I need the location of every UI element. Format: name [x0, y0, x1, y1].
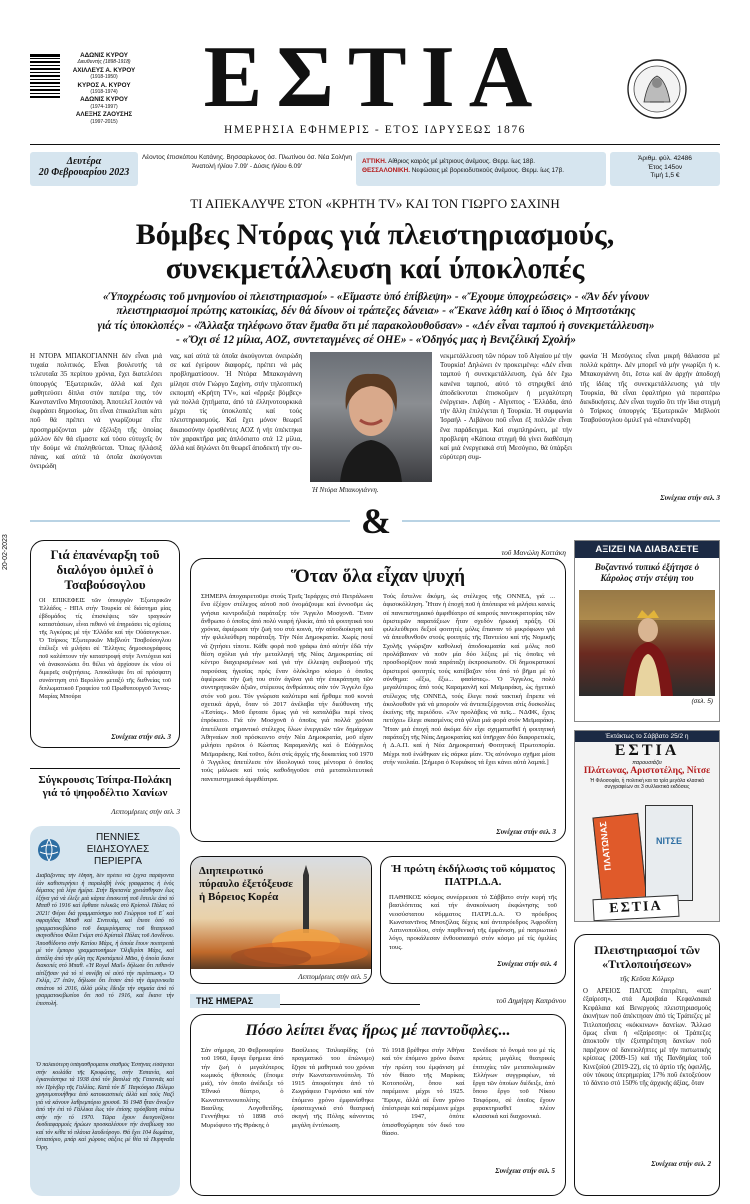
opinion-more[interactable]: Συνέχεια στήν σελ. 3: [496, 828, 556, 836]
issue-price: Τιμή 1,5 €: [650, 172, 680, 180]
founder-4: ΑΔΩΝΙΣ ΚΥΡΟΥ (1974-1997): [80, 96, 128, 110]
side-date: 20-02-2023: [2, 534, 9, 570]
issue-number: Άριθμ. φύλ. 42486: [638, 155, 692, 162]
lead-headline: [30, 218, 720, 286]
lead-body-col2: νας, καί αὐτά τά ὁποῖα ἀκούγονται ὀνειρώδη σε καί ἐγείρουν διαφορές, πρέπει νά μάς προβληματίσουν. Ἡ Ντόρα Μπακογιάννη μίλησε στόν Γιώργο Σαχίνη, στήν τηλεοπτική εκπομπή «Κρήτη TV», καί «ἔρριξε βόμβες» γιά πολλά ζητήματα, ἀπό τά ἐλληνοτουρκικά μέχρι τίς ὑποκλοπές καί τούς πλειστηριασμούς. Καί ἔχει μόνον θεωρεῖ δικαιοσύνην ὁρισθέντες ΑΟΖ ἡ νήτ ὑπέκτηκα τόν χαρακτῆρα μας ἀπλόσιατο στά 12 μίλια, ἀλλά καί δηλώνει ὅτι θεωρεῖ ἀποδεκτή τήν συ-: [170, 352, 302, 453]
book-nietzsche: ΝΙΤΣΕ: [645, 805, 693, 901]
barcode-top: [30, 54, 60, 57]
barcode: [30, 58, 60, 98]
trivia-title: ΠΕΝΝΙΕΣ ΕΙΔΗΣΟΥΛΕΣ ΠΕΡΙΕΡΓΑ: [86, 832, 150, 867]
story-dialogue-body: ΟΙ ΕΠΙΚΕΦΕΙΣ τῶν ὑπουργῶν Ἐξωτερικῶν Ἑλλάδος - ΗΠΑ στήν Τουρκία σέ διάστημα μίας ἑβδομάδος τίς ἐπισκέψεις τῶν τραγικών καταστάσεων, εἶναι πιθανό νά ἐπηρεάσει τίς σχέσεις τῆς Ἀγκύρας μέ τήν Ἑλλάδα καί τήν Οὐάσινγκτων. Ὁ Τσίρκος Ἐξωτερικῶν Μεβλούτ Τσαβούσογλου ἐπέλεξε νά μιλήσει σέ Ἕλληνες δημοσιογράφους ποῦ καλύπτουν τήν καταστροφή στήν Ἀντιόχεια καί νά ἀνακοινώσει ὅτι θέλει νά ἀρχίσουν ἐκ νέου οἱ διμερεῖς συζητήσεις. Ἀποκάλυψε ὅτι σέ πρόσφατη συνάντηση στό Βερολίνο μεταξύ τῆς διεθνείας τοῦ διπλωματικοῦ Γραφείου τοῦ Πρωθυπουργοῦ Ἄννας-Μαρίας Μπούρα: [39, 597, 171, 700]
story-clash-more[interactable]: Λεπτομέρειες στήν σελ. 3: [111, 808, 180, 816]
missile-more[interactable]: Λεπτομέρειες στήν σελ. 5: [298, 973, 367, 981]
promo-date: Ἐκτάκτως το Σάββατο 25/2 η: [575, 731, 719, 742]
lead-quotes-line3: γιά τίς ὑποκλοπές» - «Ἄλλαξα τηλέφωνο ὅταν ἔμαθα ὅτι μέ παρακολουθοῦσαν» - «Δέν εἶναι ταμπού ἡ συνεκμετάλλευση»: [97, 319, 655, 332]
masthead-subtitle: ΗΜΕΡΗΣΙΑ ΕΦΗΜΕΡΙΣ - ΕΤΟΣ ΙΔΡΥΣΕΩΣ 1876: [223, 124, 527, 136]
promo-books: [575, 791, 719, 923]
masthead-rule: [30, 144, 720, 145]
lead-quotes-line1: «Ύποχρέωσις τοῦ μνημονίου οἱ πλειστηριασμοί» - «Εἴμαστε ὑπό ἐπίβλεψη» - «Ἔχουμε ὑποχρεώσεις» - «Ἄν δέν γίνουν: [103, 291, 649, 303]
globe-icon: [36, 837, 62, 863]
auction-byline: τῆς Κεῦσα Κόλμερ: [619, 974, 675, 983]
sun-times: Άνατολή ήλίου 7.09' - Δύσις ήλίου 6.09': [191, 162, 303, 170]
section-label: ΤΗΣ ΗΜΕΡΑΣ: [190, 994, 280, 1008]
founders-list: [66, 52, 142, 126]
book-logo: ΕΣΤΙΑ: [592, 895, 679, 921]
founder-5: ΑΛΕΞΗΣ ΖΑΟΥΣΗΣ (1997-2015): [75, 111, 133, 125]
book-plato: ΠΛΑΤΩΝΑΣ: [592, 813, 647, 907]
story-dialogue-title: Γιά ἐπανέναρξη τοῦ διαλόγου ὁμιλεῖ ὁ Τσαβούσογλου: [50, 547, 160, 592]
lead-body-col4: φωνία Ἡ Μεσόγειος εἶναι μικρή θάλασσα μέ πολλά κράτη». Δέν μπορεῖ νά μήν γνωρίζει ἡ κ. Μπακογιάννη ὅτι, ἔστω καί ἄν ἀρχήν ἀποδοχή τῆς ἰδέας τῆς συνεκμετάλλευσης γιά τήν Τουρκία, θά εἶναι ἐφαλτήριο γιά περαιτέρω διεκδικήσεις. Δέν εἶναι τυχαῖο ὅτι τήν ἴδια στιγμή ὁ Τσίρκος ὑπουργός Ἐξωτερικῶν Μεβλούτ Τσαβούσογλου ὁμιλεῖ γιά «ἐπανέναρξη: [580, 352, 720, 425]
promo-brand: ΕΣΤΙΑ: [614, 742, 680, 759]
missile-title: Διηπειρωτικό πύραυλο ἐξετόξευσε ἡ Βόρειος Κορέα: [199, 865, 293, 903]
party-box: [380, 856, 566, 984]
date-full: 20 Φεβρουαρίου 2023: [38, 167, 130, 178]
opinion-box: [190, 558, 566, 842]
weather-attica: ΑΤΤΙΚΗ. Αίθριος καιρός μέ μέτριους άνέμους. Θερμ. ίως 18β.: [362, 158, 536, 165]
slippers-more[interactable]: Συνέχεια στήν σελ. 5: [495, 1167, 555, 1175]
story-separator: [30, 768, 180, 769]
auction-body: Ο ΑΡΕΙΟΣ ΠΑΓΟΣ ἐπιτρέπει, «κατ' ἐξαίρεση», στά Αμοιβαία Κεφαλαιακά Κεφάλαια καί Βενεργούς πλειστηριασμούς ἀκινήτων ποῦ ἀπέκτησαν ἀπό τίς Τράπεζες μέ Τιτλοποιήσεις «κόκκινων» δανείων. Ἄλλωσ ὅμως εἶναι ἡ «ἐξαίρεση»: οἱ Τράπεζες ἀποκτοῦν τήν ἐξυπηρέτηση δανείων ποῦ παρέχουν σέ δανειολήπτες μέ τήν πιστωτικής κρίσεως (2009-15) καί τῆς Πανδημίας τοῦ Κινεζοϊού (2019-22), εἰς τό ἀρτίο τῆς ὀφειλῆς, οὐν τόκους ὑπερημερίας 17% ποῦ ἐκτοξεύουν τό δάνειο στό 150% τῆς ἀρχικής ἀξίας, ὅταν: [583, 988, 711, 1088]
worth-reading-title: Βυζαντινό τυπικό ἐξήτησε ὁ Κάρολος στήν στέψη του: [594, 562, 700, 583]
opinion-title: Ὅταν ὅλα εἶχαν ψυχή: [290, 566, 466, 587]
opinion-byline: τοῦ Μανώλη Κοττάκη: [501, 548, 566, 557]
slippers-col1: Σάν σήμερα, 20 Φεβρουαρίου τοῦ 1960, ἔφυγε ἔφημεια ἀπό τήν ζωή ὁ μεγαλύτερος κωμικός ἠθοποιός (ἔποιμε μιά), τόν ὁποῖο ἀνέδειξε τό Ἐθνικό θέατρο, ὁ Κωνσταντινουπολίτης Βασίλης Λογοθετίδης. Γεννήθηκε τό 1898 στό Μυριόφυτο τῆς Θράκης ὁ: [201, 1047, 284, 1129]
slippers-col4: Συνέδεσε τό ὄνομά του μέ τίς πρώτες μεγάλες θεατρικές ἐπιτυχίες τῶν μεταπολεμικῶν Ἑλλήνων συγγραφέων, τά ἔργα τῶν ὁποίων διέδειξε, ἀπό ὅποιο ἔργο τοῦ Νίκου Τσιφόρου, σέ ὁποῖος ἔχουν χαρακτηρισθεῖ πλέον κλασσικά καί διαχρονικά.: [472, 1047, 555, 1121]
slippers-col3: Τό 1918 βρέθηκε στήν Ἀθήνα καί τόν ἐπόμενο χρόνο ἔκανε τήν πρώτη του ἐμφάνιση μέ τόν θίασο τῆς Μαρίκας Κοτοπούλη, ὅπου καί παρέμεινε μέχρι τό 1925. Ἔφυγε, ἀλλά σέ ἕναν χρόνο ἐπέστρεψε καί παρέμεινε μέχρι τό 1947, ὁπότε ὀπισσθοχώρησε τόν δικό του θίασο.: [382, 1047, 465, 1137]
issue-year: Έτος 145ον: [647, 163, 683, 171]
story-dialogue-more[interactable]: Συνέχεια στήν σελ. 3: [111, 733, 171, 741]
section-divider-right: [402, 520, 720, 522]
worth-reading-box: [574, 540, 720, 722]
slippers-box: [190, 1014, 566, 1196]
founder-2: ΑΧΙΛΛΕΥΣ Α. ΚΥΡΟΥ (1918-1950): [72, 66, 136, 81]
lead-body-col3: νεκμετάλλευση τῶν πόρων τοῦ Αἰγαίου μέ τήν Τουρκία! Δηλώνει ἐν προκειμένῳ: «Δέν εἶναι ταμπού ἡ συνεκμετάλλευση, ἐγώ δέν ἔχω κανένα ταμπού, αὐτό τό στηριχθεί ἀπό ἀποδείκνυται ἐπισκοῦμεν ἡ μεγαλύτερη ἐνέργεια». Λιβύη - Αἴγυπτος - Ἑλλάδα, ἀπό τήν ἄλλη ἐπιλέγεται ἡ Τουρκία. Ἡ συμφωνία Ἰσραήλ - Λιβάνου ποῦ εἶναι ἐξ πολλῶν εἶναι ἕνα παράδειγμα. Καί συμπληρώνει, μέ τήν προβλεψη «Κάποια στιγμή θά γίνει διαθέσιμη καί μιά ἐνεργειακά στή Μεσόγειο, θά ὑπάρξει εὐρύτερη συμ-: [440, 352, 572, 462]
weather-thessaloniki: ΘΕΣΣΑΛΟΝΙΚΗ. Νεφώσεις μέ βορειοδυτικούς άνέμους. Θερμ. ίως 17β.: [362, 167, 565, 174]
promo-with: παρουσιάζει: [632, 760, 662, 766]
trivia-box: [30, 826, 180, 1196]
issue-box: [610, 152, 720, 186]
date-day: Δευτέρα: [66, 156, 102, 167]
party-more[interactable]: Συνέχεια στήν σελ. 4: [497, 960, 557, 968]
auction-more[interactable]: Συνέχεια στήν σελ. 2: [651, 1160, 711, 1168]
coronation-photo: [579, 590, 715, 696]
masthead-title: ΕΣΤΙΑ: [203, 29, 547, 126]
promo-desc: Ἡ Φιλοσοφία, ἡ πολιτική και τα τρία μεγάλα κλασικά συγγραφέων σε 3 συλλεκτικά εκδόσεις: [589, 778, 705, 790]
lead-headline-line1: Βόμβες Ντόρας γιά πλειστηριασμούς,: [135, 218, 615, 251]
opinion-col1: ΣΗΜΕΡΑ ἀποχαιρετοῦμε στούς Τρεῖς Ἱεράρχες στό Πετράλωνα ἕνα ἐξέχον στέλεχος αὐτοῦ ποῦ ὀνομάζουμε καί ἐννοοῦμε ὡς γνήσια κεντροδεξιά παράταξη: τόν Ἄγγελο Μοσχονᾶ. Ἕναν ἄνθρωπο ὁ ὁποῖος ἀπό πολύ νεαρή ἡλικία, ἀπό τά φοιτητικά του χρόνια, ἀφιέρωσε τήν ζωή του στά κοινά, τήν αὐτοδιοίκηση καί τήν φιλελεύθερη παράταξη. Τήν Νέα Δημοκρατία. Χωρίς ποτέ νά ζητήσει τίποτε. Κάθε φορά ποῦ γράφω ἀπό αὐτήν ἐδῶ τήν θέση σχόλια γιά τήν μεταλλαγή τῆς Νέας Δημοκρατίας σέ κέντρο διαχειρισμένων καί γιά τήν ἐλλειψη σεβασμού τῆς παρούσας ἡγεσίας πρός ἕναν ὁλόκληρο κόσμο ὁ ὁποῖος ἀφιέρωσε τήν ζωή του στόν ἀγῶνα γιά τήν ἐπικράτηση τῶν συντηρητικῶν ἀξιῶν, στέρεους ἀνθρώπους σάν τόν Ἄγγελο ἔχω στόν νοῦ μου. Τόν γνώρισα καλύτερα καί ἤρθαμε ποῦ κοντά σχετικά ἀργά, ὅταν τό 2017 ἀνέλαβα τήν διεύθυνση τῆς «Ἑστίας». Μοῦ ἔφτασε ὅμως γιά νά καταλάβω περί τίνος ἐπρόκειτο. Γιά τόν Μοσχονᾶ ὁ ὁποῖος γιά πολλά χρόνια ἀπετέλεσε σημαντικό στέλεχος ὅλων ἐνεργειῶν τῶν δημάρχων Ἀθηναίων ποῦ πρόσκειντο στήν Νέα Δημοκρατία, μοῦ εἶχαν μιλήσει πρῶτοι ὁ Κώστας Καραμανλῆς καί ὁ Εὐάγγελος Μεϊμαράκης. Καί τοῦτο, διότι στίς ἀρχές τῆς δεκαετίας τοῦ 1970 ὁ Ἄγγελος ἀπετέλεσε τόν ἰδεολογικό τους μέντορα ὁ ὁποῖος τούς μάλωσε καί τούς καθοδηγοῦσε στά μεταπολιτευτικά πανεπιστημιακά ἀμφιθέατρα.: [201, 593, 373, 783]
worth-reading-page[interactable]: (σελ. 5): [691, 698, 713, 705]
trivia-body-2: Ὁ παλαιότερη ὑπάγασθροματικ σταθμός Ἐστήνας εἰσάγεται στήν κοιλάδα τῆς Κρυφώτης, στήν Ἑσπανία, καί ἐγκανιάστηκε τά 1938 ἀπό τόν βασιλιά τῆς Γατανιᾶς καί τόν Πρίνβερ τῆς Γαλλίας. Κατά τόν Β΄ Παγκόσμιο Πόλεμο χρησιμοποιήθηκε ἀπό κατοικαστικές ἀλλά καί τούς Ναζί γιά νά κάνουν λαθρεμπόριο χρυσοῦ. Τό 1948 ἦταν ἄνοιξεν ἀπό τήν ἐπὶ τό Γάλλικα ἔως τόν ἐπίσης πρόσβαση στάτω στήν τήν τό 1970. Τῶρα ἔχουν διευχονίζονοι δυσδιαφαρμοές ἡρώων προσκαλέσουν τήν ἀναβίωσῃ του καί τόν κέθα τό πλάοια λαοδεόρογο. Θά ἔχει 104 δωμάτια, ἑστιατόριο, μπάρ καί χώρους σάξεις μέ θέα τά Πυρηναΐα Ὄρη.: [36, 1062, 174, 1151]
emblem-icon: [626, 58, 688, 120]
weather-box: [356, 152, 606, 186]
saints-of-day: [142, 152, 352, 186]
worth-reading-tag: ΑΞΙΖΕΙ ΝΑ ΔΙΑΒΑΣΕΤΕ: [575, 541, 719, 558]
bottom-byline: τοῦ Δημήτρη Καπράνου: [420, 996, 566, 1005]
saints-text: Λέοντος έπισκόπου Κατάνης. Βησσαρίωνος όσ. Πλωτίνου όσ. Νέα Σολήνη: [142, 154, 352, 161]
lead-photo-caption: Ἡ Ντόρα Μπακογιάννη.: [312, 486, 379, 494]
lead-kicker: ΤΙ ΑΠΕΚΑΛΥΨΕ ΣΤΟΝ «ΚΡΗΤΗ TV» ΚΑΙ ΤΟΝ ΓΙΩΡΓΟ ΣΑΧΙΝΗ: [190, 196, 560, 211]
auction-box: [574, 934, 720, 1196]
founder-1: ΑΔΩΝΙΣ ΚΥΡΟΥ Διευθυντής (1898-1918): [77, 52, 131, 66]
slippers-col2: Βασίλειος Τσιλιαρίδης (τό πραγματικό του ἐπώνυμο) ἔζησε τά μαθητικά του χρόνια στήν Κωνσταντινούπολη. Τό 1915 ἀποφοίτησε ἀπό τό Ζωγράφειο Γυμνάσιο καί τόν ἐπόμενο χρόνο ἐμφανίσθηκε ἐρασιτεχνικά στό θεατρική σκηνή τῆς Πόλης κάνοντας μεγάλη ἐντύπωση.: [291, 1047, 374, 1129]
promo-names: Πλάτωνας, Αριστοτέλης, Νίτσε: [583, 766, 711, 776]
founder-3: ΚΥΡΟΣ Α. ΚΥΡΟΥ (1918-1974): [77, 81, 131, 96]
lead-continue[interactable]: Συνέχεια στήν σελ. 3: [660, 494, 720, 502]
missile-box: [190, 856, 372, 984]
section-divider-left: [30, 520, 350, 522]
auction-title: Πλειστηριασμοί τῶν «Τιτλοποιήσεων»: [594, 943, 700, 971]
lead-quotes-line2: πλειστηριασμοί πρώτης κατοικίας, δέν θά δίνουν οἱ τράπεζες δάνεια» - «Ἔκανε λάθη καί ὁ ἴδιος ὁ Μητσοτάκης: [116, 305, 636, 318]
lead-body-col1: Η ΝΤΟΡΑ ΜΠΑΚΟΓΙΑΝΝΗ δέν εἶναι μιά τυχαία πολιτικός. Εἶναι βουλευτής τά τελευταῖα 35 περίπου χρόνια, ἔχει διατελέσει ὑπουργός Ἐξωτερικῶν, ἀλλά καί ἔχει μαθητεύσει δίπλα στόν πατέρα της, τόν Κωνσταντῖνο Μητσοτάκη. Ἀποτελεῖ λοιπόν νά ἐκφράσει δημοσίως, ὅτι εἶναι ἐπικαλεῖται κάτι ποῦ θά πρέπει νά γνωρίζουμε εἶτε προσηρμόζονται μάν ἐξέλιξη τῆς ὁποίας μάλλον δέν θά εἴμαστε καί τόσο εὐτυχεῖς ὅν τὴν δούμε νά ἐπαληθεύεται. Ὄπως ἠλλάσιξ πάνας, καί αὐτά τά ὁποῖα ἀκούγονται ὀνειρώδη: [30, 352, 162, 471]
party-title: Ἡ πρώτη ἐκδήλωσις τοῦ κόμματος ΠΑΤΡΙ.Δ.Α.: [391, 863, 555, 888]
lead-quotes-line4: - «Ὄχι σέ 12 μίλια, ΑΟΖ, συντεταγμένες σέ ΟΗΕ» - «Ὁδηγός μας ἡ Βενιζέλική Σχολή»: [175, 334, 576, 347]
story-dialogue-box: [30, 540, 180, 748]
lead-quotes: [36, 290, 716, 348]
ampersand-ornament: &: [361, 501, 391, 541]
lead-headline-line2: συνεκμετάλλευση καί ύποκλοπές: [165, 252, 585, 285]
trivia-header: [36, 832, 174, 868]
lead-photo: [310, 352, 432, 482]
party-body: ΠΑΘΗΚΟΣ κόσμος συνέρρευσε τό Σάββατο στήν κυρή τῆς βασιλόπιτας καί τήν ἀνακοίνωση ἐκφώνησης τοῦ νεοσύστατου κόμματος ΠΑΤΡΙ.Δ.Α. Ὁ πρόεδρος Κωνσταντῖνος Μποτζίλας δέχεις καί ἀντιπρόεδρος Ἀφροδίτη Λατινοπούλου, στήν παρθενική τῆς ἐμφάνιση, μέ πατριωτικό λόγο, προκάλεσαν ἐνθουσιασμό στόν κόσμο μέ τίς ὁμιλίες τους.: [389, 894, 557, 951]
story-clash-title: Σύγκρουσις Τσίπρα-Πολάκη γιά τό ψηφοδέλτιο Χανίων: [38, 774, 172, 799]
slippers-title: Πόσο λείπει ἕνας ἥρως μέ παντοῦφλες...: [245, 1022, 511, 1039]
date-box: [30, 152, 138, 186]
trivia-body-1: Διαβάζοντας τήν ἔδηση, δέν πρέπει νά ξεχνα παράγοντα ἐάν καθιστερήσει ἡ παραλαβή ἑνός γραφματος ἡ ἐνός δέματος γιά λίγα ἡμέρα. Στήν Βρετανία χρειάσθηκαν ἕως ἑξήνα γιά νά ἐλεξε μιά κάρτα ἐπισκειτή ποῦ ἔστειλε ἀπό τό Μπαθ τό 1916 καί ἔφθασε τελικῶς στό Κρίστολ Πάλας τό 2021! Φέρει διά γραμματόσημο τοῦ Γεώργιου τοῦ Ε΄ καί σφραγίδας Μπαθ καί Σιντευάμ, καί ἔπεσε ὁπό τό γραμματοκιβώτιο τοῦ διαμερίσματος τοῦ θεατρικοῦ σκηνοθέτου Φίλιπ Γκίμπ στό Κρίσταλ Πάλας τοῦ Λονδίνου. Ἀποσθίδοντο στήν Κατίου Μάρς, ἡ ὁποία ἔτουν ποιπτρεπά μέ τόν ἔμπορο γραμματοσήμων Ὁλιβερίσι Μάρς, καί ἀπτάλη ἀπό τήν φίλη της Κριστάμπελ Μᾶκι, ἡ ὁποία ἔκανε διακοπές στό Μπαθ. «Ἡ Royal Mail» δήλωσε ὅτι πιθανόν αἰτίξῆσαν γιά τό τί συνέβη σέ αὐτό τήν περίπτωση.» Ὁ Γκλίμ, 27 ἐτῶν, δήλωσε ὅτι ἔτσαν ἀπό τήν ἀμερινικεῖα σπιάτου τό 2016, ἀλλά μόλις ἔδειξα τήν σημαία ἀπό τό γραμματοκιβωτίου ὅτι ποῦ τό 1916, καί ἔκανε τήν ἐπιστολή.: [36, 873, 174, 1007]
opinion-col2: Τούς ἔστελνε ἄκόμη, ὡς στέλεχος τῆς ΟΝΝΕΔ, γιά ... ἀφισοκόλληση. Ἦταν ἡ ἐποχή ποῦ ἡ ἀπόπειρα νά μιλήσει κανείς σέ πανεπιστημιακό ἀμφιθέατρο σέ καιρούς παντοκρατορίας τῶν ἀριστερῶν παρατάξεων ἦταν σχεδόν ἡρωική πράξη. Οἱ φιλελεύθεροι δεξιοί φοιτητές μόλις ἔπιαναν τό μικρόφωνο γιά νά ἀπευθυνθοῦν στούς φοιτητές τῆς Παντείου καί τῆς Νομικῆς Σχολῆς γνώριζαν καθολική ἀποδοκιμασία καί μόλις ποῦ προλάβαιναν νά ποῦν μία δύο λέξεις μέ τίς ὁποῖες νά προσδιορίζουν ποιά παράταξη ἐκπροσωποῦν. Οἱ δημοκρατικοί ἀριστεροί φοιτητές τούς κατέβαζαν τότε ἀπό τό βῆμα μέ τό σύνθημα: «ἔξω, ἔξω... φασίστες». Ὁ Ἄγγελος, πολύ μεγαλύτερος ἀπό τούς Καραμανλῆ καί Μεϊμαράκη, ὡς ἡγετικό στέλεχος τῆς ΟΝΝΕΔ, τούς ἔλεγε ποιά τακτική ἔπρεπε νά ἀκολουθοῦν γιά νά μπορούν νά ἀντεπεξέρχονται στίς δυσκολίες ἐκείνης τῆς περιόδου. «Ἄν προλάβεις νά πεῖς... ΝΔΦΚ, ἔχεις πετύχει» ἔλεγε σκασμένος στά γέλια μιά φορά στόν Μεϊμαράκη. Ἦταν μιά ἐποχή πού ἀκόμα δέν εἶχε σχηματισθεῖ ἡ φοιτητική παράταξη τῆς Νέας Δημοκρατίας καί ὑπῆρχαν δύο διαφορετικές, ἡ Δ.Α.Π. καί ἡ Νέα Δημοκρατική Φοιτητική Πρωτοπορία. Μέχρι ποῦ ἑνώθηκαν εἰς σάρκα μίαν. Ὅς αὐτόνομο σχῆμα μέσα στήν νεολαία. [Σήμερα ὁ Κυριάκος τά ἔχει κάνει αὐτά λαμπά.]: [383, 593, 555, 766]
promo-box: [574, 730, 720, 922]
